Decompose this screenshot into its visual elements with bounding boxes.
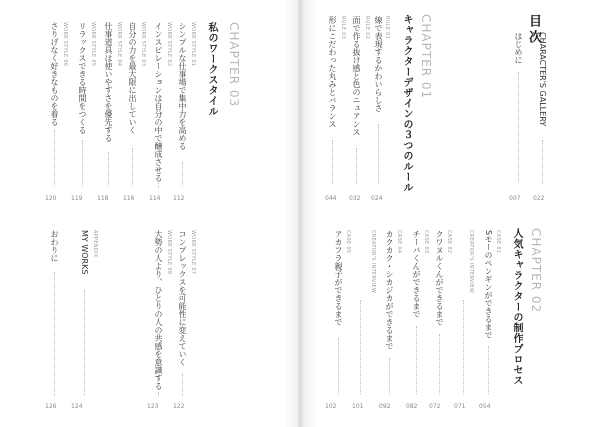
book-spine-shadow bbox=[284, 0, 318, 427]
leader-dots bbox=[158, 180, 159, 188]
work-style-07-label: WORK STYLE 07 bbox=[190, 230, 196, 275]
toc-entry-work-style-06[interactable]: さりげなく好きなものを着る bbox=[50, 22, 59, 126]
work-style-05-label: WORK STYLE 05 bbox=[90, 22, 96, 67]
work-style-08-label: WORK STYLE 08 bbox=[166, 230, 172, 275]
page-number: 054 bbox=[479, 403, 491, 410]
page-number: 044 bbox=[325, 195, 337, 202]
leader-dots bbox=[360, 300, 361, 394]
work-style-02-label: WORK STYLE 02 bbox=[166, 22, 172, 67]
toc-entry-case-03[interactable]: チーバくんができるまで bbox=[412, 230, 421, 318]
page-number: 102 bbox=[325, 403, 337, 410]
leader-dots bbox=[356, 148, 357, 184]
toc-entry-work-style-05[interactable]: リラックスできる時間をつくる bbox=[78, 22, 87, 134]
leader-dots bbox=[108, 152, 109, 186]
toc-entry-rule-03[interactable]: 形にこだわった丸みとバランス bbox=[328, 16, 337, 128]
chapter-02-title[interactable]: 人気キャラクターの制作プロセス bbox=[511, 228, 522, 386]
chapter-02-label: CHAPTER 02 bbox=[529, 228, 543, 314]
interview-names bbox=[459, 230, 464, 232]
work-style-03-label: WORK STYLE 03 bbox=[140, 22, 146, 67]
toc-title: 目次 bbox=[526, 14, 541, 46]
rule-02-label: RULE 02 bbox=[364, 16, 370, 40]
page-number: 082 bbox=[406, 403, 418, 410]
leader-dots bbox=[332, 140, 333, 184]
leader-dots bbox=[439, 334, 440, 394]
toc-entry-work-style-02[interactable]: インスピレーションは自分の中で醸成させる bbox=[154, 22, 163, 182]
toc-entry-case-05[interactable]: アカフラ親子ができるまで bbox=[334, 230, 343, 326]
leader-dots bbox=[389, 358, 390, 394]
toc-entry-work-style-07[interactable]: コンプレックスを可能性に変えていく bbox=[178, 230, 187, 366]
page-number: 022 bbox=[533, 195, 545, 202]
page-number: 072 bbox=[429, 403, 441, 410]
right-page bbox=[302, 0, 600, 427]
page-number: 112 bbox=[173, 195, 185, 202]
leader-dots bbox=[54, 272, 55, 396]
leader-dots bbox=[463, 300, 464, 394]
creator-interview-label: CREATOR'S INTERVIEW bbox=[370, 230, 376, 294]
leader-dots bbox=[182, 374, 183, 396]
leader-dots bbox=[82, 140, 83, 186]
toc-entry-rule-02[interactable]: 面で作る抜け感と色のニュアンス bbox=[352, 16, 361, 136]
case-03-label: CASE 03 bbox=[423, 230, 429, 254]
case-04-label: CASE 04 bbox=[396, 230, 402, 254]
rule-01-label: RULE 01 bbox=[384, 16, 390, 40]
page-number: 101 bbox=[352, 403, 364, 410]
page-number: 122 bbox=[173, 403, 185, 410]
page-number: 007 bbox=[509, 195, 521, 202]
page-number: 126 bbox=[45, 403, 57, 410]
toc-entry-work-style-03[interactable]: 自分の力を最大限に出していく bbox=[128, 22, 137, 134]
chapter-01-title[interactable]: キャラクターデザインの３つのルール bbox=[401, 14, 412, 193]
leader-dots bbox=[416, 326, 417, 394]
leader-dots bbox=[542, 140, 543, 184]
toc-entry-gallery[interactable]: CHARACTER'S GALLERY bbox=[538, 32, 547, 127]
page-number: 124 bbox=[71, 403, 83, 410]
leader-dots bbox=[54, 130, 55, 186]
toc-entry-case-02[interactable]: クワヌルくんができるまで bbox=[435, 230, 444, 326]
case-02-label: CASE 02 bbox=[446, 230, 452, 254]
work-style-04-label: WORK STYLE 04 bbox=[116, 22, 122, 67]
leader-dots bbox=[132, 148, 133, 186]
page-number: 119 bbox=[71, 195, 83, 202]
chapter-03-title[interactable]: 私のワークスタイル bbox=[206, 22, 217, 117]
page-number: 092 bbox=[379, 403, 391, 410]
page-number: 024 bbox=[371, 195, 383, 202]
leader-dots bbox=[378, 124, 379, 184]
leader-dots bbox=[338, 338, 339, 394]
leader-dots bbox=[84, 290, 85, 396]
leader-dots bbox=[158, 392, 159, 396]
toc-entry-intro[interactable]: はじめに bbox=[514, 32, 523, 64]
toc-entry-rule-01[interactable]: 線で表現するかわいらしさ bbox=[374, 16, 383, 112]
page-number: 032 bbox=[349, 195, 361, 202]
chapter-03-label: CHAPTER 03 bbox=[227, 22, 241, 108]
leader-dots bbox=[182, 162, 183, 186]
leader-dots bbox=[518, 72, 519, 182]
toc-entry-work-style-04[interactable]: 仕事道具は使いやすさを優先する bbox=[104, 22, 113, 142]
chapter-01-label: CHAPTER 01 bbox=[419, 14, 433, 100]
toc-entry-case-01[interactable]: Sモーのペンギンができるまで bbox=[484, 230, 493, 340]
page-number: 123 bbox=[147, 403, 159, 410]
toc-entry-case-04[interactable]: カクカク・シカジカができるまで bbox=[385, 230, 394, 350]
rule-03-label: RULE 03 bbox=[340, 16, 346, 40]
left-page bbox=[0, 0, 298, 427]
page-number: 120 bbox=[45, 195, 57, 202]
creator-interview-label: CREATOR'S INTERVIEW bbox=[468, 230, 474, 294]
toc-entry-outro[interactable]: おわりに bbox=[50, 230, 59, 262]
page-number: 118 bbox=[97, 195, 109, 202]
toc-entry-work-style-08[interactable]: 大勢の人より、ひとりの人の共感を意識する bbox=[154, 230, 163, 390]
case-05-label: CASE 05 bbox=[345, 230, 351, 254]
toc-entry-my-works[interactable]: MY WORKS bbox=[80, 230, 89, 275]
work-style-01-label: WORK STYLE 01 bbox=[190, 22, 196, 67]
page-number: 116 bbox=[123, 195, 135, 202]
page-number: 071 bbox=[454, 403, 466, 410]
work-style-06-label: WORK STYLE 06 bbox=[62, 22, 68, 67]
case-01-label: CASE 01 bbox=[495, 230, 501, 254]
appendix-label: APPENDIX bbox=[92, 230, 98, 258]
page-number: 114 bbox=[149, 195, 161, 202]
leader-dots bbox=[488, 346, 489, 394]
toc-entry-work-style-01[interactable]: シンプルな仕事場で集中力を高める bbox=[178, 22, 187, 150]
